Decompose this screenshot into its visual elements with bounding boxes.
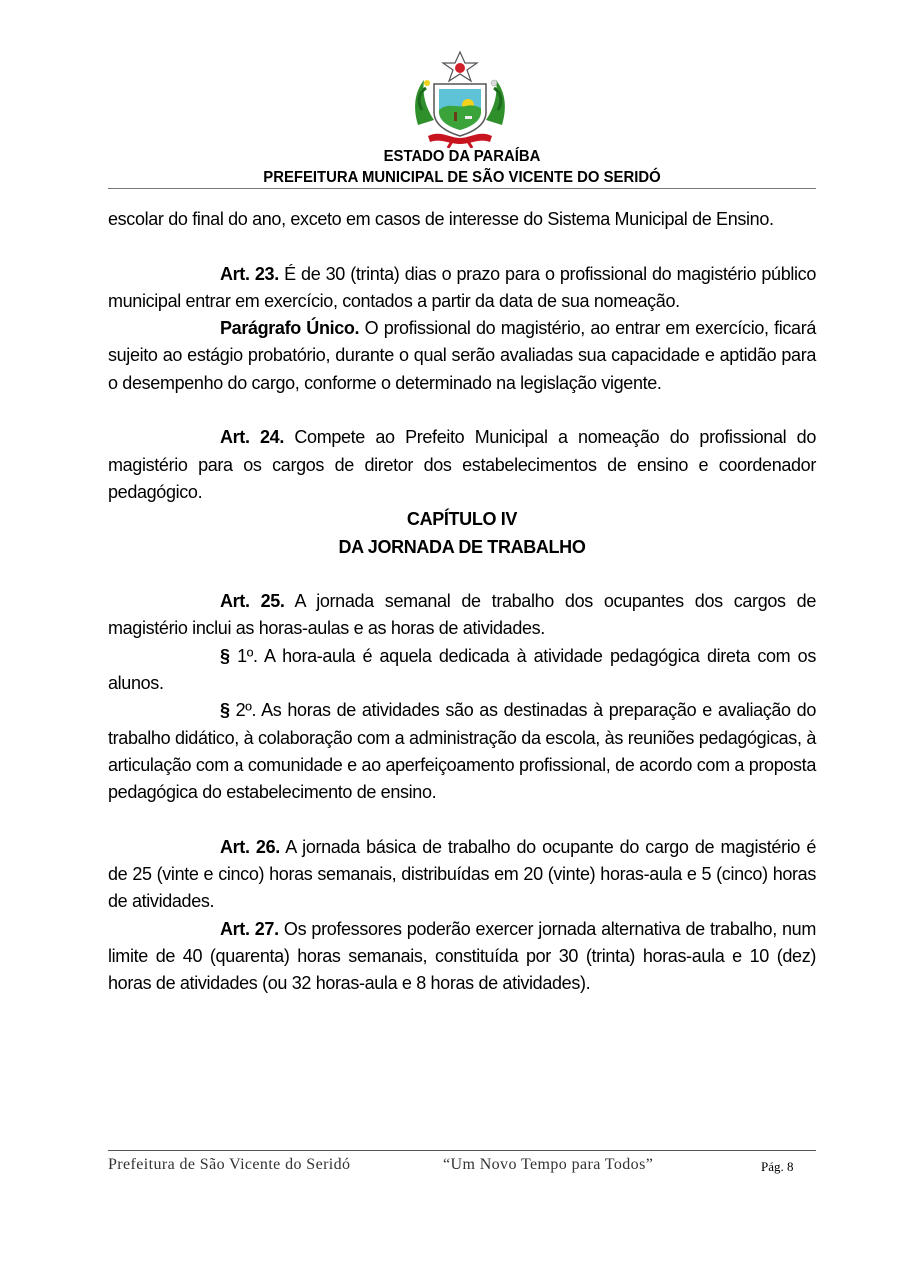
article-text: A jornada básica de trabalho do ocupante do cargo de magistério é de 25 (vinte e cinco) horas semanais, distribuídas em 20 (vinte) horas-aula e 5 (cinco) horas de atividades. xyxy=(108,836,816,912)
spacer xyxy=(108,561,816,588)
article-label: Art. 26. xyxy=(220,836,280,857)
article-text: Os professores poderão exercer jornada alternativa de trabalho, num limite de 40 (quarenta) horas semanais, constituída por 30 (trinta) horas-aula e 10 (dez) horas de atividades (ou 32 horas-aula e 8 horas de atividades). xyxy=(108,918,816,994)
article-25 xyxy=(108,588,816,643)
article-label: Art. 23. xyxy=(220,263,279,284)
section-sign: § xyxy=(220,700,230,721)
spacer xyxy=(108,397,816,424)
article-24 xyxy=(108,424,816,506)
spacer xyxy=(108,807,816,834)
spacer xyxy=(108,233,816,260)
intro-paragraph: escolar do final do ano, exceto em casos de interesse do Sistema Municipal de Ensino. xyxy=(108,209,774,229)
page-number: Pág. 8 xyxy=(761,1159,794,1174)
paragraph-text: 1º. A hora-aula é aquela dedicada à atividade pedagógica direta com os alunos. xyxy=(108,645,816,694)
article-23-sole-paragraph xyxy=(108,315,816,397)
header-divider xyxy=(108,188,816,189)
article-label: Art. 27. xyxy=(220,918,279,939)
coat-of-arms-icon xyxy=(410,50,510,148)
chapter-title: DA JORNADA DE TRABALHO xyxy=(338,536,586,557)
article-27 xyxy=(108,916,816,998)
paragraph-text: 2º. As horas de atividades são as destinadas à preparação e avaliação do trabalho didático, à colaboração com a administração da escola, às reuniões pedagógicas, à articulação com a comunidade e ao aperfeiçoamento profissional, de acordo com a proposta pedagógica do estabelecimento de ensino. xyxy=(108,700,816,803)
footer-prefecture: Prefeitura de São Vicente do Seridó xyxy=(108,1156,351,1173)
article-label: Art. 24. xyxy=(220,427,284,448)
article-label: Art. 25. xyxy=(220,591,285,612)
footer-divider xyxy=(108,1150,816,1151)
article-25-paragraph-1 xyxy=(108,643,816,698)
article-23 xyxy=(108,261,816,316)
footer-slogan: “Um Novo Tempo para Todos” xyxy=(443,1156,654,1173)
header-prefecture-name: PREFEITURA MUNICIPAL DE SÃO VICENTE DO SERIDÓ xyxy=(263,169,661,186)
document-body xyxy=(108,206,816,998)
chapter-number: CAPÍTULO IV xyxy=(406,509,518,530)
article-25-paragraph-2 xyxy=(108,697,816,806)
article-text: A jornada semanal de trabalho dos ocupantes dos cargos de magistério inclui as horas-aulas e as horas de atividades. xyxy=(108,591,816,639)
article-26 xyxy=(108,834,816,916)
article-text: Compete ao Prefeito Municipal a nomeação do profissional do magistério para os cargos de diretor dos estabelecimentos de ensino e coordenador pedagógico. xyxy=(108,427,816,502)
paragraph-text: O profissional do magistério, ao entrar em exercício, ficará sujeito ao estágio probatório, durante o qual serão avaliadas sua capacidade e aptidão para o desempenho do cargo, conforme o determinado na legislação vigente. xyxy=(108,318,817,393)
paragraph-label: Parágrafo Único. xyxy=(220,318,360,339)
header-state-name: ESTADO DA PARAÍBA xyxy=(383,148,541,165)
article-text: É de 30 (trinta) dias o prazo para o profissional do magistério público municipal entrar em exercício, contados a partir da data de sua nomeação. xyxy=(108,263,816,311)
section-sign: § xyxy=(220,645,230,666)
